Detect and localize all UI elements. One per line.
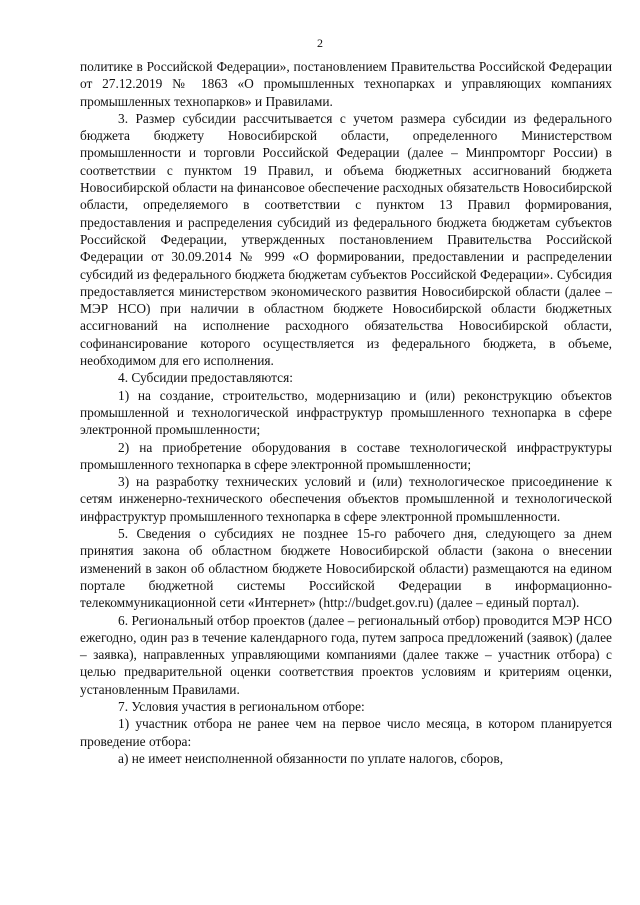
paragraph-item-4: 4. Субсидии предоставляются: <box>118 370 293 386</box>
subitem-4-1: 1) на создание, строительство, модернизацию и (или) реконструкцию объектов промышленной и технологической инфраструктур промышленного технопарка в сфере электронной промышленности; <box>80 387 612 438</box>
paragraph-item-3: 3. Размер субсидии рассчитывается с учетом размера субсидии из федерального бюджета бюджету Новосибирской области, определенного Министерством промышленности и торговли Российской Федерации (далее – Минпромторг России) в соответствии с пунктом 19 Правил, и объема бюджетных ассигнований бюджета Новосибирской области на финансовое обеспечение расходных обязательств Новосибирской области, определяемого в соответствии с пунктом 13 Правил формирования, предоставления и распределения субсидий из федерального бюджета бюджетам субъектов Российской Федерации, утвержденных постановлением Правительства Российской Федерации от 30.09.2014 № 999 «О формировании, предоставлении и распределении субсидий из федерального бюджета бюджетам субъектов Российской Федерации». Субсидия предоставляется министерством экономического развития Новосибирской области (далее – МЭР НСО) при наличии в областном бюджете Новосибирской области бюджетных ассигнований на исполнение расходного обязательства Новосибирской области, софинансирование которого осуществляется из федерального бюджета, в объеме, необходимом для его исполнения. <box>80 110 612 369</box>
subitem-4-2: 2) на приобретение оборудования в составе технологической инфраструктуры промышленного технопарка в сфере электронной промышленности; <box>80 439 612 472</box>
subitem-7-1-a: а) не имеет неисполненной обязанности по уплате налогов, сборов, <box>118 750 504 766</box>
paragraph-continuation: политике в Российской Федерации», постановлением Правительства Российской Федерации от 27.12.2019 № 1863 «О промышленных технопарках и управляющих компаниях промышленных технопарков» и Правилами. <box>80 59 612 109</box>
paragraph-item-7: 7. Условия участия в региональном отборе: <box>118 698 365 714</box>
subitem-7-1: 1) участник отбора не ранее чем на первое число месяца, в котором планируется проведение отбора: <box>80 716 612 749</box>
document-body <box>80 58 612 767</box>
subitem-4-3: 3) на разработку технических условий и (или) технологическое присоединение к сетям инженерно-технического обеспечения объектов промышленной и технологической инфраструктур промышленного технопарка в сфере электронной промышленности. <box>80 474 612 524</box>
paragraph-item-6: 6. Региональный отбор проектов (далее – региональный отбор) проводится МЭР НСО ежегодно, один раз в течение календарного года, путем запроса предложений (заявок) (далее – заявка), направленных управляющими компаниями (далее также – участник отбора) с целью предварительной оценки соответствия проектов условиям и критериям оценки, установленным Правилами. <box>80 612 612 697</box>
page-number: 2 <box>317 36 323 50</box>
paragraph-item-5: 5. Сведения о субсидиях не позднее 15-го рабочего дня, следующего за днем принятия закона об областном бюджете Новосибирской области (закона о внесении изменений в закон об областном бюджете Новосибирской области) размещаются на едином портале бюджетной системы Российской Федерации в информационно-телекоммуникационной сети «Интернет» (http://budget.gov.ru) (далее – единый портал). <box>80 526 612 611</box>
